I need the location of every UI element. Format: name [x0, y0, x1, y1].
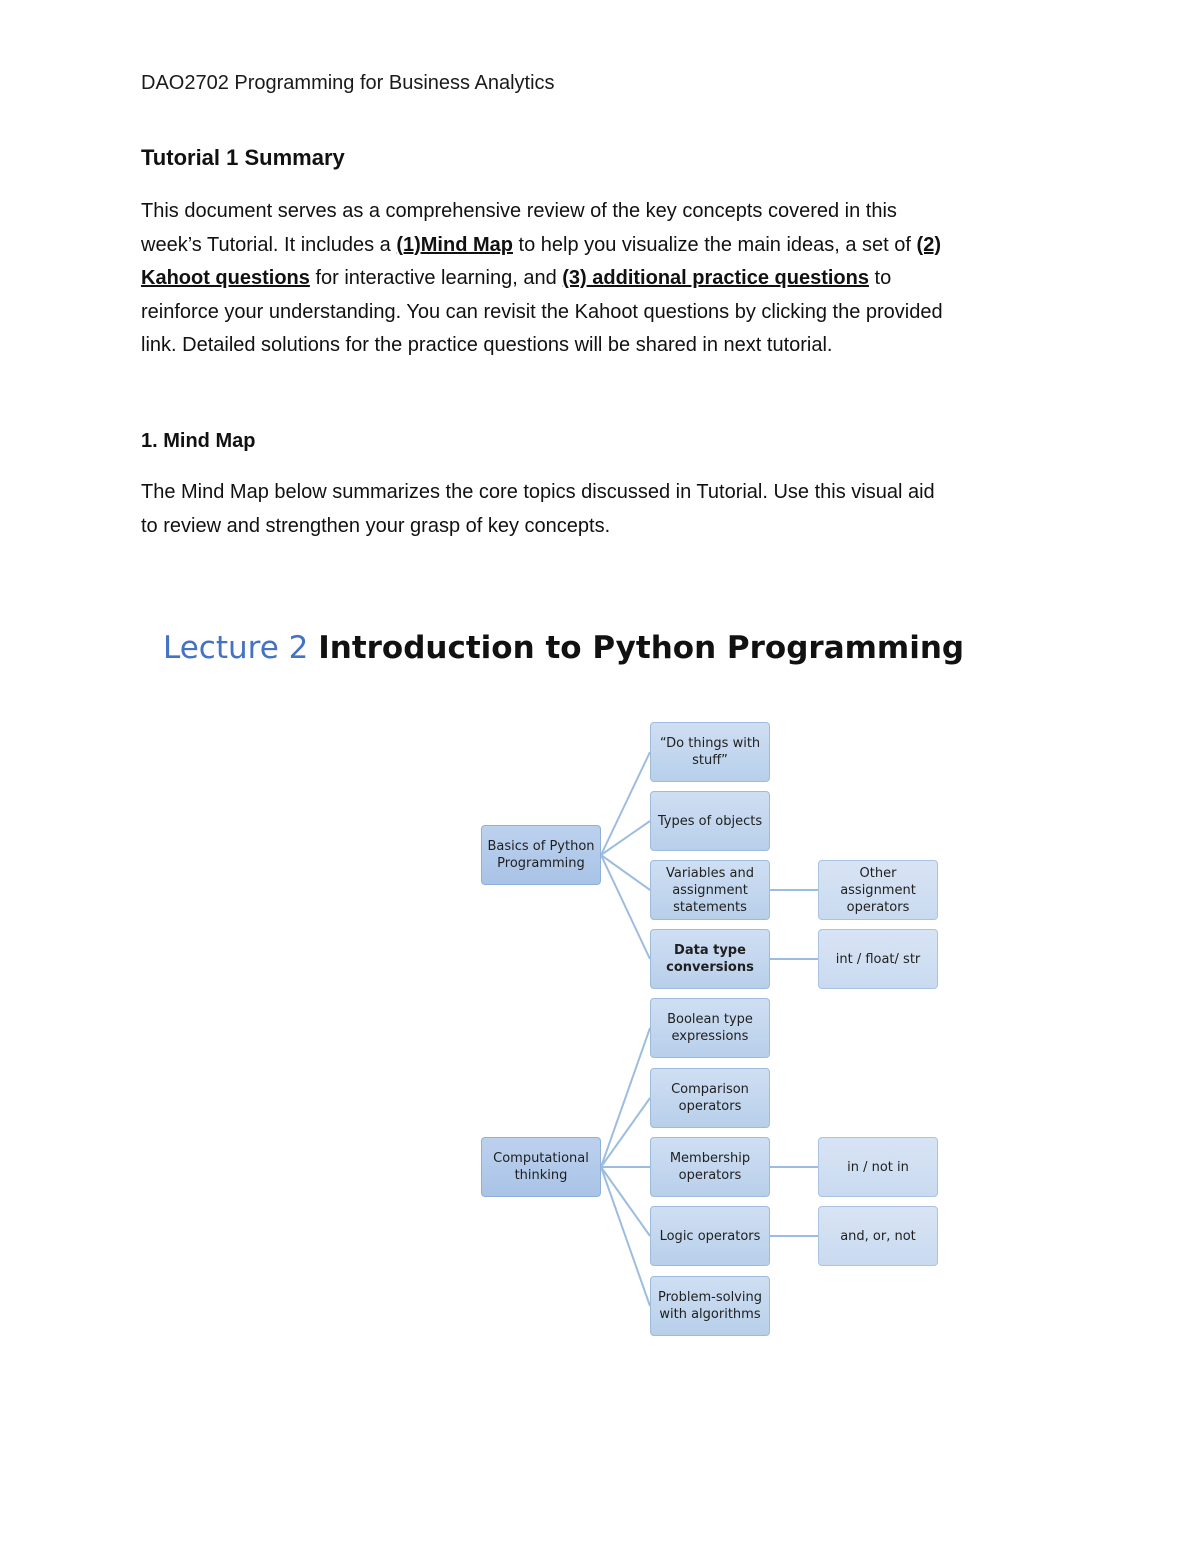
connector	[601, 1167, 650, 1306]
intro-line-4: reinforce your understanding. You can revisit the Kahoot questions by clicking the provided	[141, 300, 943, 323]
node-logic-operators: Logic operators	[650, 1206, 770, 1266]
kahoot-questions-link[interactable]: Kahoot questions	[141, 267, 310, 289]
node-int-float-str: int / float/ str	[818, 929, 938, 989]
connector	[601, 1167, 650, 1236]
practice-questions-link[interactable]: (3) additional practice questions	[562, 267, 869, 289]
section-intro-paragraph	[141, 476, 1061, 543]
intro-line-2	[141, 229, 1061, 263]
section-intro-line-2: to review and strengthen your grasp of key concepts.	[141, 514, 611, 537]
mind-map-link[interactable]: (1)Mind Map	[396, 233, 513, 256]
intro-text: to	[868, 267, 892, 289]
node-types-of-objects: Types of objects	[650, 791, 770, 851]
intro-line-1: This document serves as a comprehensive review of the key concepts covered in this	[141, 200, 897, 222]
kahoot-questions-link[interactable]: (2)	[916, 233, 941, 256]
connector	[601, 1028, 650, 1167]
mind-map-title	[163, 630, 964, 666]
intro-line-5: link. Detailed solutions for the practice questions will be shared in next tutorial.	[141, 334, 833, 356]
connector	[601, 821, 650, 855]
node-data-type-conversions: Data type conversions	[650, 929, 770, 989]
node-comparison-operators: Comparison operators	[650, 1068, 770, 1128]
intro-paragraph	[141, 195, 1061, 363]
node-do-things-with-stuff: “Do things with stuff”	[650, 722, 770, 782]
intro-text: to help you visualize the main ideas, a set of	[512, 233, 917, 256]
section-title-mind-map: 1. Mind Map	[141, 430, 256, 452]
document-title: Tutorial 1 Summary	[141, 145, 345, 170]
lecture-number: Lecture 2	[163, 630, 309, 666]
node-membership-operators: Membership operators	[650, 1137, 770, 1197]
intro-text: for interactive learning, and	[309, 267, 563, 289]
connector	[601, 752, 650, 855]
node-computational-thinking: Computational thinking	[481, 1137, 601, 1197]
connector	[601, 855, 650, 890]
course-header: DAO2702 Programming for Business Analytics	[141, 72, 555, 94]
section-intro-line-1: The Mind Map below summarizes the core topics discussed in Tutorial. Use this visual aid	[141, 481, 935, 503]
connector	[601, 855, 650, 959]
intro-line-3	[141, 262, 1061, 296]
node-in-not-in: in / not in	[818, 1137, 938, 1197]
node-and-or-not: and, or, not	[818, 1206, 938, 1266]
intro-text: week’s Tutorial. It includes a	[141, 233, 397, 256]
node-variables-assignment: Variables and assignment statements	[650, 860, 770, 920]
connector	[601, 1098, 650, 1167]
node-boolean-expressions: Boolean type expressions	[650, 998, 770, 1058]
node-basics-of-python: Basics of Python Programming	[481, 825, 601, 885]
lecture-name: Introduction to Python Programming	[318, 630, 965, 666]
node-problem-solving: Problem-solving with algorithms	[650, 1276, 770, 1336]
node-other-assignment-operators: Other assignment operators	[818, 860, 938, 920]
